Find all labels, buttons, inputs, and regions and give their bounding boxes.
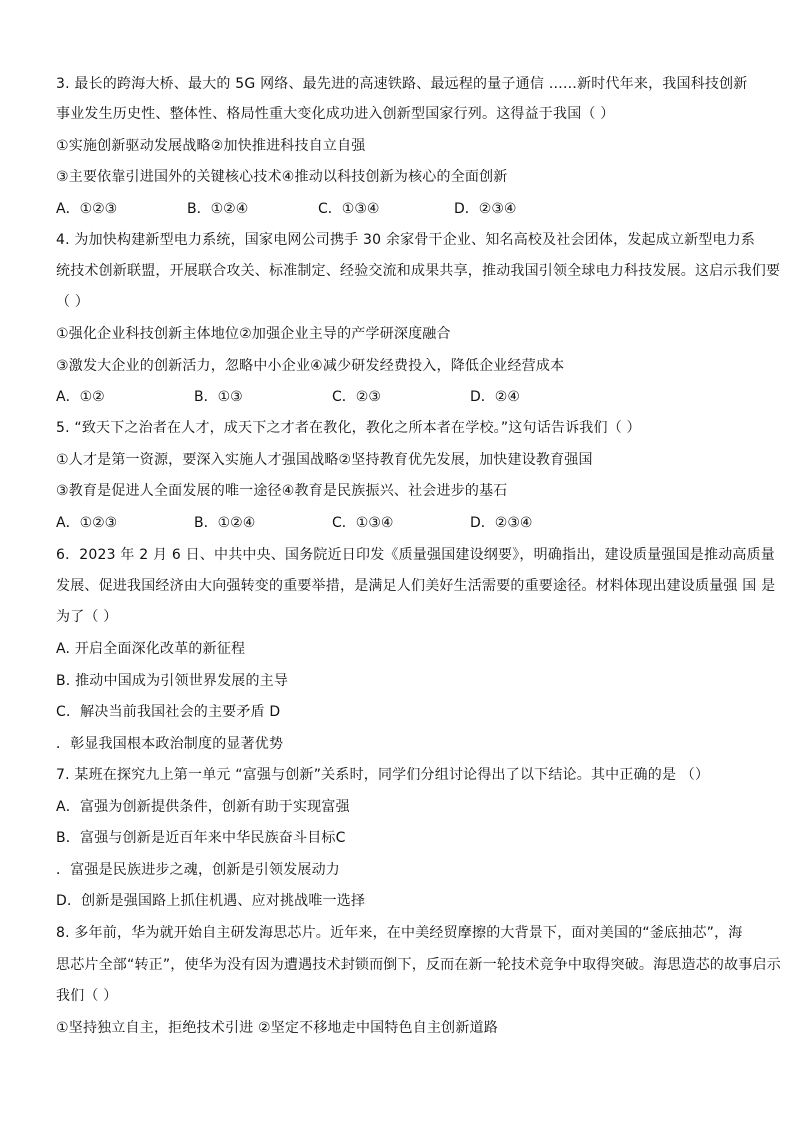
- q7-option-a[interactable]: A．富强为创新提供条件，创新有助于实现富强: [56, 799, 350, 815]
- q4-stem-line-1: 4. 为加快构建新型电力系统，国家电网公司携手 30 余家骨干企业、知名高校及社会团体，发起成立新型电力系: [56, 232, 756, 248]
- q6-option-a[interactable]: A. 开启全面深化改革的新征程: [56, 641, 246, 657]
- q4-stem-line-2: 统技术创新联盟，开展联合攻关、标准制定、经验交流和成果共享，推动我国引领全球电力科技发展。这启示我们要: [56, 263, 781, 279]
- q3-statements-1: ①实施创新驱动发展战略②加快推进科技自立自强: [56, 138, 366, 154]
- q5-statements-1: ①人才是第一资源，要深入实施人才强国战略②坚持教育优先发展，加快建设教育强国: [56, 452, 593, 468]
- q5-option-b[interactable]: B．①②④: [194, 515, 256, 531]
- q8-stem-line-3: 我们（ ）: [56, 988, 118, 1004]
- q4-option-c[interactable]: C．②③: [332, 389, 381, 405]
- q5-option-c[interactable]: C．①③④: [332, 515, 394, 531]
- q3-option-d[interactable]: D．②③④: [454, 201, 517, 217]
- q3-option-c[interactable]: C．①③④: [318, 201, 380, 217]
- q3-statements-2: ③主要依靠引进国外的关键核心技术④推动以科技创新为核心的全面创新: [56, 169, 508, 185]
- q3-stem-line-1: 3. 最长的跨海大桥、最大的 5G 网络、最先进的高速铁路、最远程的量子通信 ……新时代年来，我国科技创新: [56, 76, 748, 92]
- q3-stem-line-2: 事业发生历史性、整体性、格局性重大变化成功进入创新型国家行列。这得益于我国（ ）: [56, 106, 615, 122]
- q5-option-a[interactable]: A．①②③: [56, 515, 118, 531]
- q4-statements-2: ③激发大企业的创新活力，忽略中小企业④减少研发经费投入，降低企业经营成本: [56, 358, 565, 374]
- q6-stem-line-3: 为了（ ）: [56, 609, 118, 625]
- q7-option-d[interactable]: D．创新是强国路上抓住机遇、应对挑战唯一选择: [56, 893, 366, 909]
- q4-option-d[interactable]: D．②④: [470, 389, 520, 405]
- q3-option-a[interactable]: A．①②③: [56, 201, 118, 217]
- q8-stem-line-2: 思芯片全部“转正”，使华为没有因为遭遇技术封锁而倒下，反而在新一轮技术竞争中取得突破。海思造芯的故事启示: [56, 957, 781, 973]
- q6-option-d[interactable]: ．彰显我国根本政治制度的显著优势: [56, 736, 284, 752]
- q8-stem-line-1: 8. 多年前，华为就开始自主研发海思芯片。近年来，在中美经贸摩擦的大背景下，面对美国的“釜底抽芯”，海: [56, 925, 743, 941]
- q4-option-a[interactable]: A．①②: [56, 389, 105, 405]
- q4-stem-line-3: （ ）: [56, 294, 90, 310]
- q5-statements-2: ③教育是促进人全面发展的唯一途径④教育是民族振兴、社会进步的基石: [56, 483, 508, 499]
- q4-option-b[interactable]: B．①③: [194, 389, 243, 405]
- q6-option-b[interactable]: B. 推动中国成为引领世界发展的主导: [56, 673, 289, 689]
- q7-option-c[interactable]: ．富强是民族进步之魂，创新是引领发展动力: [56, 862, 340, 878]
- q7-option-b[interactable]: B．富强与创新是近百年来中华民族奋斗目标C: [56, 830, 346, 846]
- q5-stem-line-1: 5. “致天下之治者在人才，成天下之才者在教化，教化之所本者在学校。”这句话告诉我们（ ）: [56, 420, 641, 436]
- q6-stem-line-1: 6．2023 年 2 月 6 日、中共中央、国务院近日印发《质量强国建设纲要》，明确指出，建设质量强国是推动高质量: [56, 547, 775, 563]
- q5-option-d[interactable]: D．②③④: [470, 515, 533, 531]
- q3-option-b[interactable]: B．①②④: [187, 201, 249, 217]
- q4-statements-1: ①强化企业科技创新主体地位②加强企业主导的产学研深度融合: [56, 326, 451, 342]
- q6-stem-line-2: 发展、促进我国经济由大向强转变的重要举措，是满足人们美好生活需要的重要途径。材料体现出建设质量强 国 是: [56, 578, 776, 594]
- q8-statements-1: ①坚持独立自主，拒绝技术引进 ②坚定不移地走中国特色自主创新道路: [56, 1020, 498, 1036]
- q7-stem-line-1: 7. 某班在探究九上第一单元 “富强与创新”关系时，同学们分组讨论得出了以下结论。其中正确的是 （）: [56, 767, 710, 783]
- q6-option-c[interactable]: C．解决当前我国社会的主要矛盾 D: [56, 704, 281, 720]
